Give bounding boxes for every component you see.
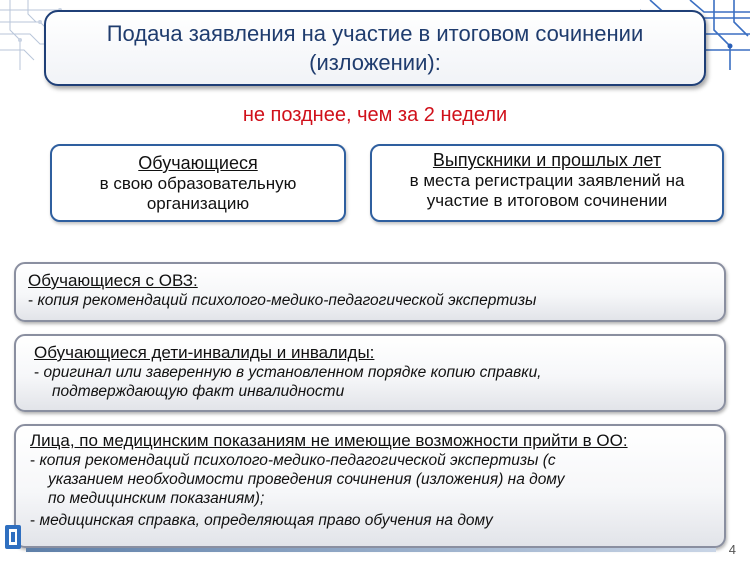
slide-title <box>44 10 706 86</box>
title-line-2: (изложении): <box>309 50 441 75</box>
disabled-item-1: - оригинал или заверенную в установленном порядке копию справки, подтверждающую факт инвалидности <box>34 363 724 401</box>
page-number: 4 <box>728 542 736 557</box>
graduates-line-2: участие в итоговом сочинении <box>426 191 668 210</box>
students-heading: Обучающиеся <box>138 153 258 173</box>
disabled-heading: Обучающиеся дети-инвалиды и инвалиды: <box>34 343 375 362</box>
medical-item-1-line-1: копия рекомендаций психолого-медико-педагогической экспертизы (с <box>39 452 556 469</box>
medical-item-1-line-3: по медицинским показаниям); <box>48 490 265 507</box>
ovz-item-1-text: копия рекомендаций психолого-медико-педагогической экспертизы <box>37 292 537 309</box>
medical-item-1-line-2: указанием необходимости проведения сочинения (изложения) на дому <box>48 471 565 488</box>
title-line-1: Подача заявления на участие в итоговом сочинении <box>106 21 644 46</box>
medical-item-2-text: медицинская справка, определяющая право обучения на дому <box>39 512 493 529</box>
graduates-category-box <box>370 144 724 222</box>
students-line-2: организацию <box>146 194 250 213</box>
disabled-item-1-line-1: оригинал или заверенную в установленном порядке копию справки, <box>43 364 542 381</box>
students-category-box <box>50 144 346 222</box>
students-line-1: в свою образовательную <box>99 174 297 193</box>
graduates-heading: Выпускники и прошлых лет <box>432 150 662 170</box>
graduates-line-1: в места регистрации заявлений на <box>409 171 685 190</box>
deadline-text: не позднее, чем за 2 недели <box>242 104 508 126</box>
medical-item-1: - копия рекомендаций психолого-медико-педагогической экспертизы (с указанием необходимости проведения сочинения (изложения) на дому по медицинским показаниям); <box>30 451 724 508</box>
ovz-heading: Обучающиеся с ОВЗ: <box>28 271 198 290</box>
medical-heading: Лица, по медицинским показаниям не имеющие возможности прийти в ОО: <box>30 431 628 450</box>
logo-icon <box>4 524 22 550</box>
medical-requirement-box <box>14 424 726 548</box>
disabled-item-1-line-2: подтверждающую факт инвалидности <box>52 383 345 400</box>
ovz-item-1: - копия рекомендаций психолого-медико-педагогической экспертизы <box>28 292 537 309</box>
ovz-requirement-box <box>14 262 726 322</box>
footer-divider <box>26 548 716 552</box>
medical-item-2: - медицинская справка, определяющая право обучения на дому <box>30 512 493 529</box>
disabled-requirement-box <box>14 334 726 412</box>
